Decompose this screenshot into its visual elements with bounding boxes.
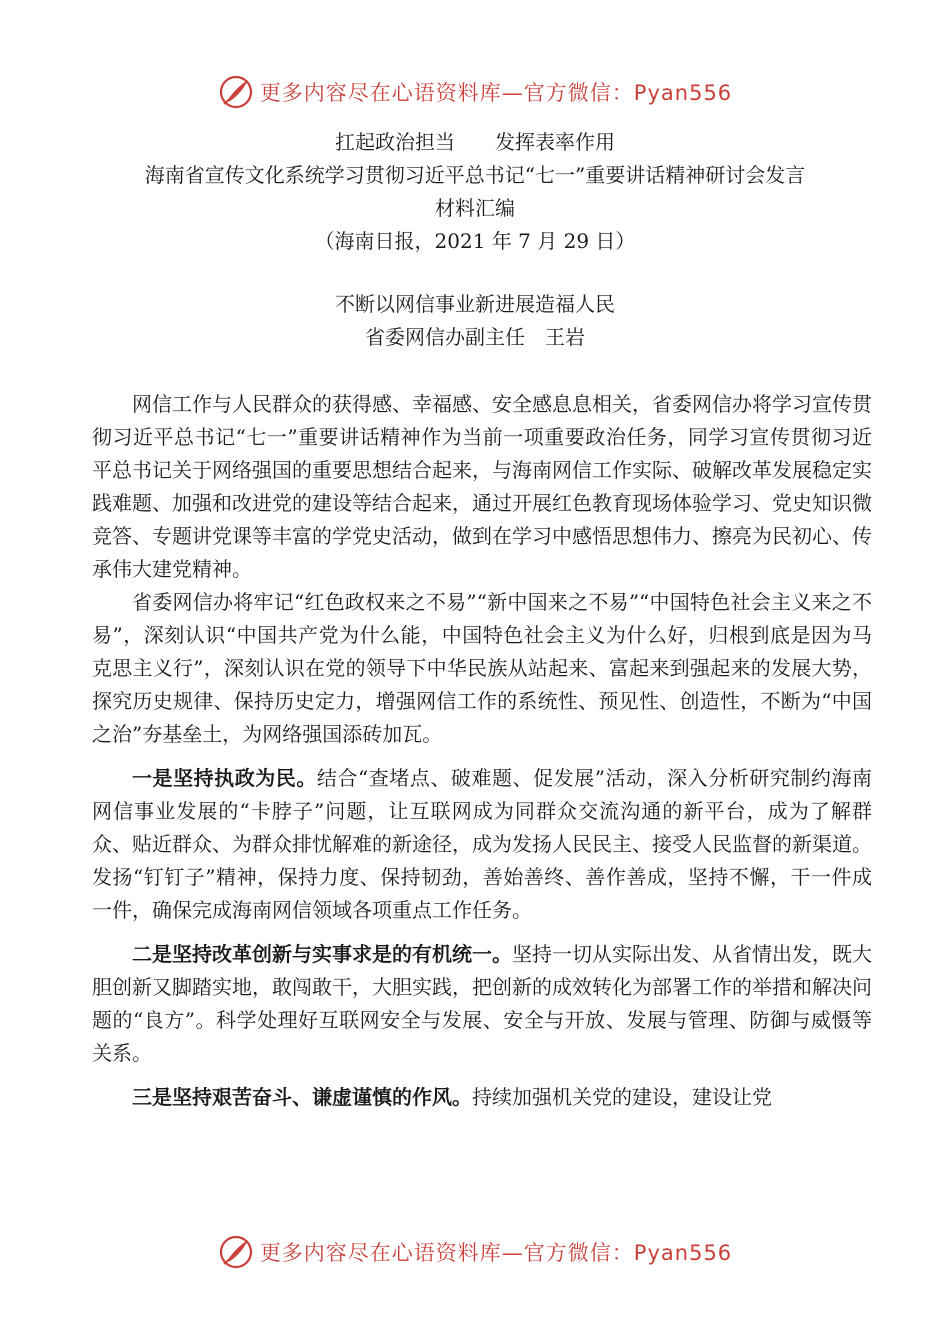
paragraph-text: 结合“查堵点、破难题、促发展”活动，深入分析研究制约海南网信事业发展的“卡脖子”问题，让互联网成为同群众交流沟通的新平台，成为了解群众、贴近群众、为群众排忧解难的新途径，成为发扬人民民主、接受人民监督的新渠道。发扬“钉钉子”精神，保持力度、保持韧劲，善始善终、善作善成，坚持不懈，干一件成一件，确保完成海南网信领域各项重点工作任务。 [92,766,872,922]
paragraph-lead: 二是坚持改革创新与实事求是的有机统一。 [132,942,512,966]
paragraph-text: 网信工作与人民群众的获得感、幸福感、安全感息息相关，省委网信办将学习宣传贯彻习近平总书记“七一”重要讲话精神作为当前一项重要政治任务，同学习宣传贯彻习近平总书记关于网络强国的重要思想结合起来，与海南网信工作实际、破解改革发展稳定实践难题、加强和改进党的建设等结合起来，通过开展红色教育现场体验学习、党史知识微竞答、专题讲党课等丰富的学党史活动，做到在学习中感悟思想伟力、擦亮为民初心、传承伟大建党精神。 [92,392,872,581]
paragraph [92,762,872,927]
paragraph [92,586,872,751]
title-line-1: 扛起政治担当 发挥表率作用 [335,130,615,154]
paragraph-lead: 一是坚持执政为民。 [132,766,317,790]
title-line-3: 材料汇编 [435,196,515,220]
banner-text: 更多内容尽在心语资料库—官方微信：Pyan556 [259,81,733,105]
banner-text: 更多内容尽在心语资料库—官方微信：Pyan556 [259,1241,733,1265]
article-title: 不断以网信事业新进展造福人民 [335,292,615,316]
paragraph-text: 省委网信办将牢记“红色政权来之不易”“新中国来之不易”“中国特色社会主义来之不易”，深刻认识“中国共产党为什么能，中国特色社会主义为什么好，归根到底是因为马克思主义行”，深刻认识在党的领导下中华民族从站起来、富起来到强起来的发展大势，探究历史规律、保持历史定力，增强网信工作的系统性、预见性、创造性，不断为“中国之治”夯基垒土，为网络强国添砖加瓦。 [92,590,872,746]
paragraph [92,1081,872,1114]
quill-logo-icon [218,1234,254,1270]
paragraph-lead: 三是坚持艰苦奋斗、谦虚谨慎的作风。 [132,1085,472,1109]
paragraph [92,938,872,1070]
paragraph-text: 坚持一切从实际出发、从省情出发，既大胆创新又脚踏实地，敢闯敢干，大胆实践，把创新的成效转化为部署工作的举措和解决问题的“良方”。科学处理好互联网安全与发展、安全与开放、发展与管理、防御与威慑等关系。 [92,942,872,1065]
paragraph [92,388,872,586]
article-heading [60,288,890,354]
quill-logo-icon [218,74,254,110]
document-header [60,126,890,258]
source-line: （海南日报，2021 年 7 月 29 日） [314,229,636,253]
header-banner [0,72,950,112]
paragraph-text: 持续加强机关党的建设，建设让党 [472,1085,772,1109]
article-author: 省委网信办副主任 王岩 [365,325,585,349]
article-body [92,388,872,1114]
footer-banner [0,1232,950,1272]
title-line-2: 海南省宣传文化系统学习贯彻习近平总书记“七一”重要讲话精神研讨会发言 [144,163,806,187]
